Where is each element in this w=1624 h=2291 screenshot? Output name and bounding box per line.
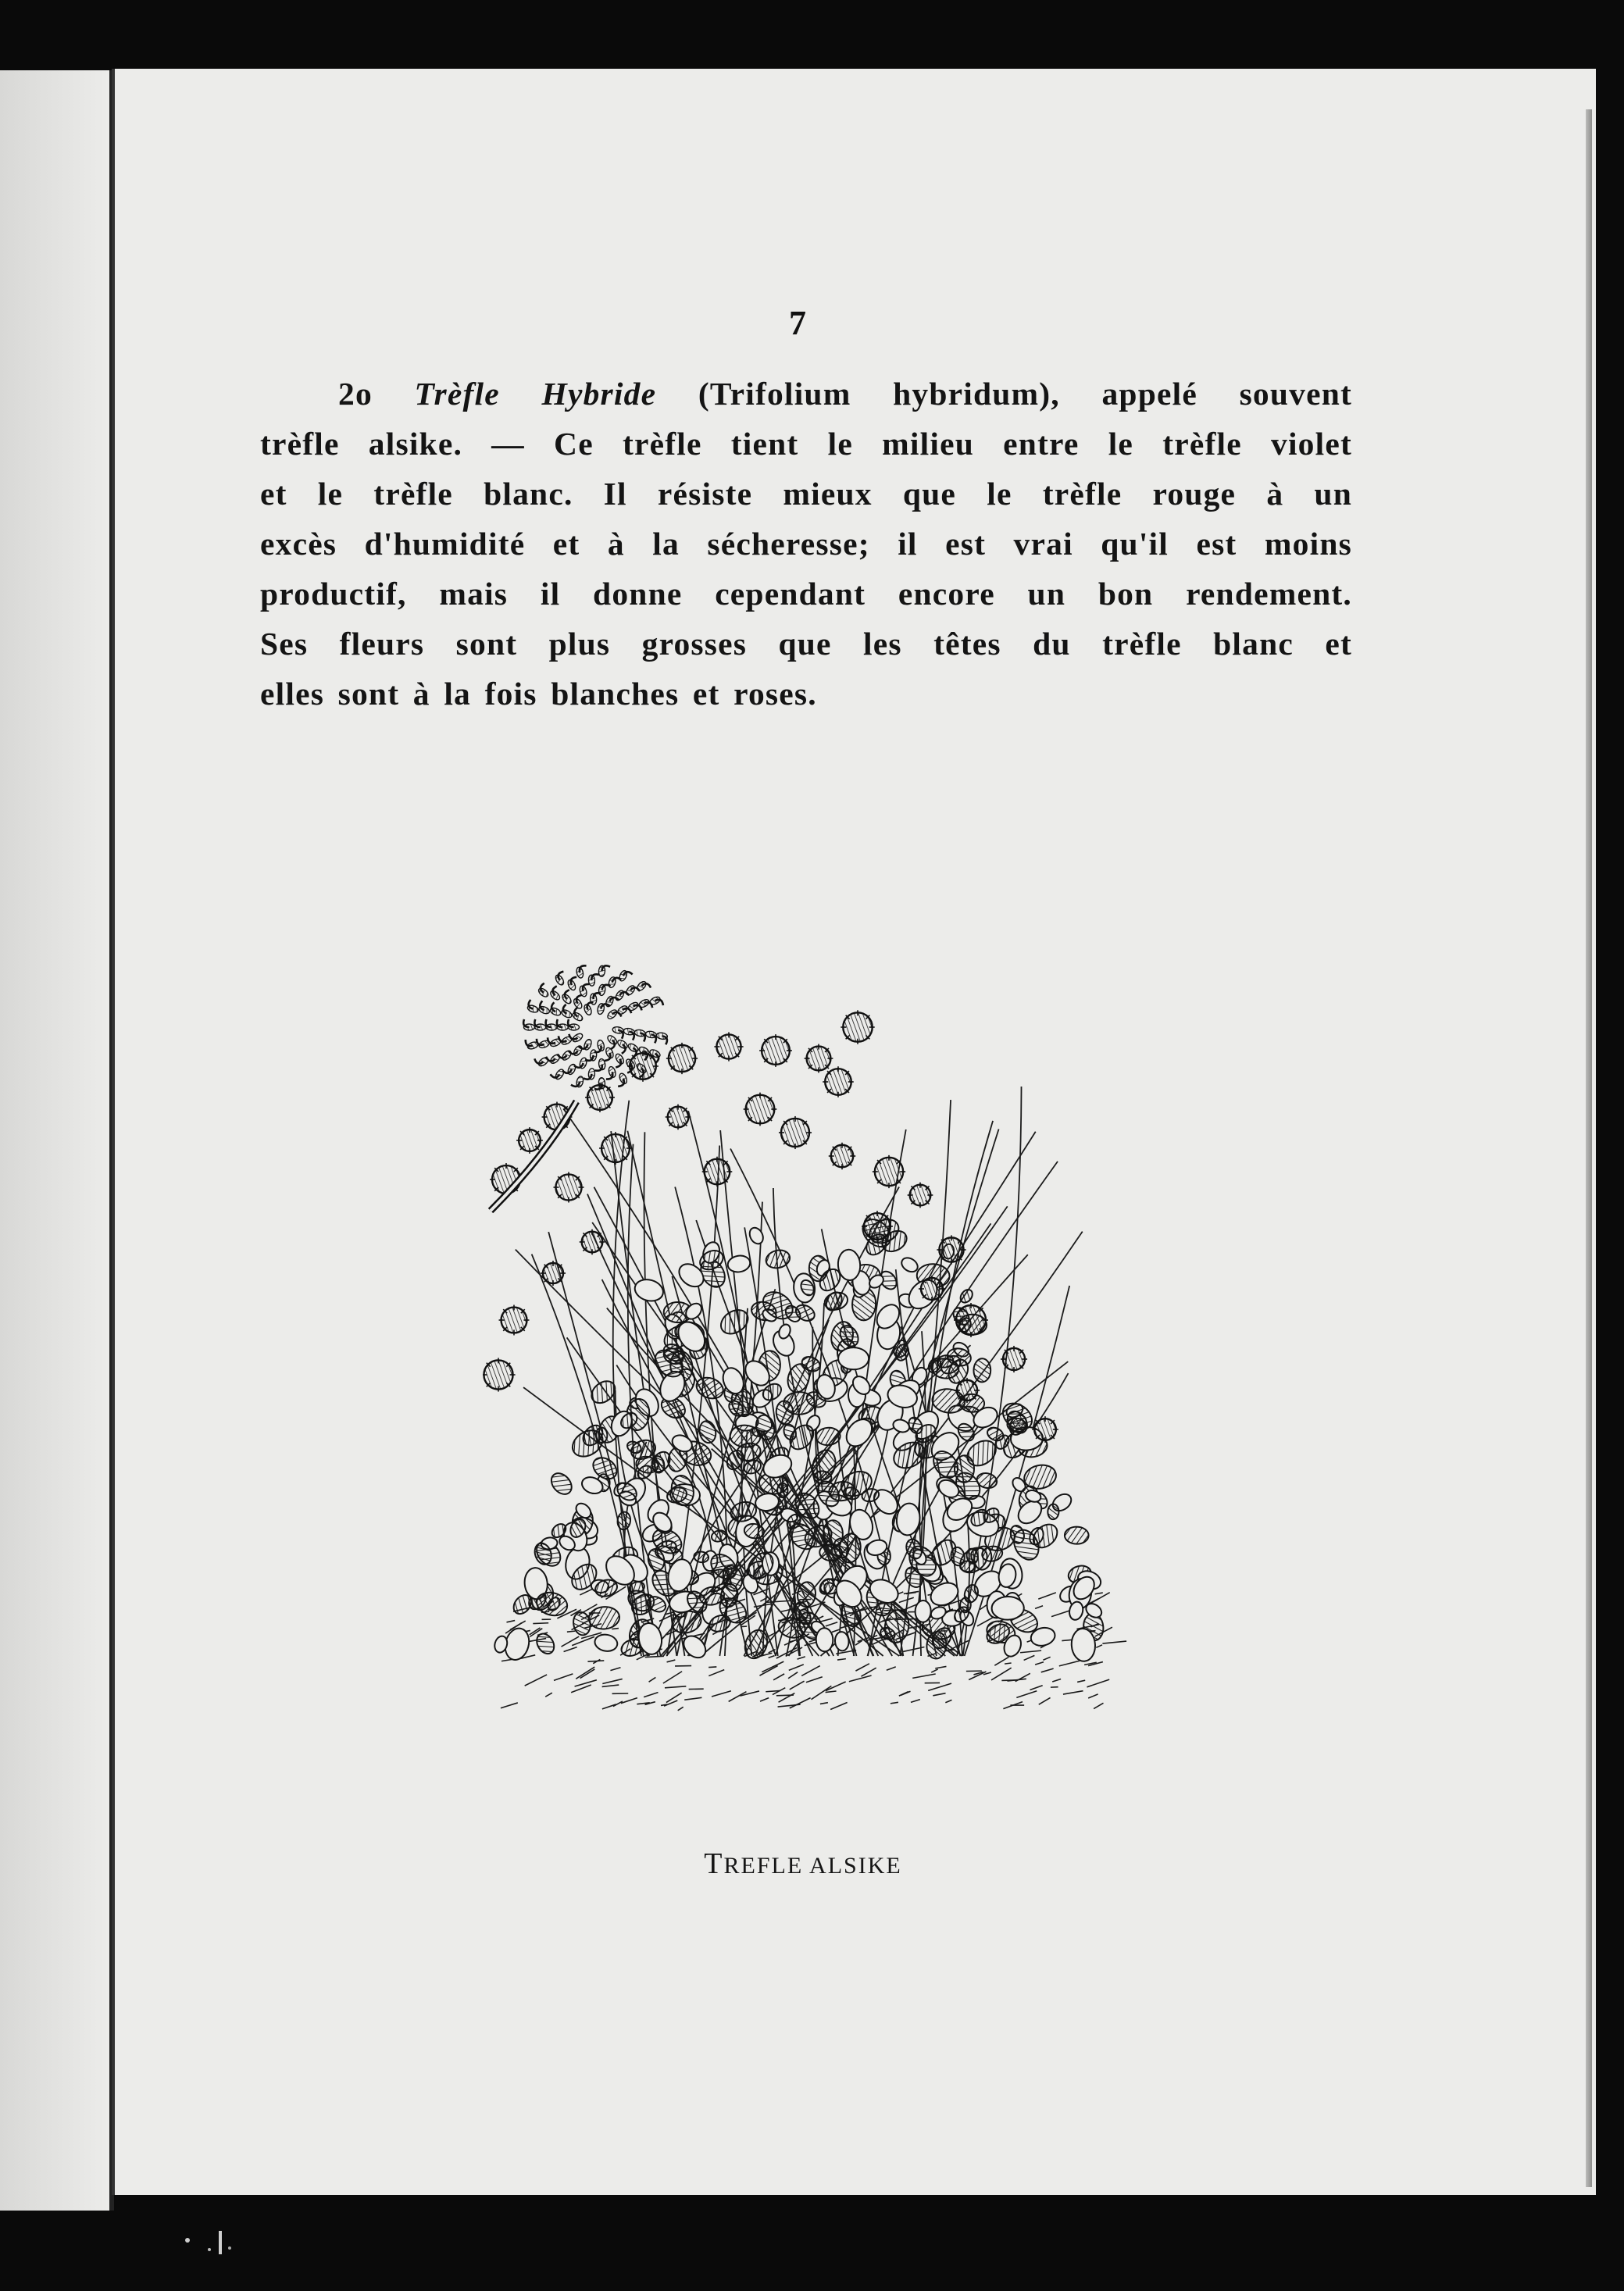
paragraph-line-2: trèfle alsike. — Ce trèfle tient le milieu entre le trèfle violet (260, 426, 1352, 462)
italic-term: Trèfle Hybride (414, 376, 657, 412)
paragraph-line-5: productif, mais il donne cependant encore un bon rendement. (260, 576, 1352, 612)
scan-specks (0, 2226, 312, 2273)
clover-plant-illustration (483, 953, 1131, 1726)
paragraph-line-3: et le trèfle blanc. Il résiste mieux que le trèfle rouge à un (260, 476, 1352, 512)
paragraph-line-4: excès d'humidité et à la sécheresse; il est vrai qu'il est moins (260, 526, 1352, 562)
paragraph-line-1: 2o Trèfle Hybride (Trifolium hybridum), appelé souvent (338, 376, 1353, 412)
section-number: 2o (338, 376, 373, 412)
figure-caption: TREFLE ALSIKE (704, 1847, 902, 1880)
page-number: 7 (789, 304, 806, 342)
paragraph-line-6: Ses fleurs sont plus grosses que les têtes du trèfle blanc et (260, 626, 1352, 662)
facing-page-edge (0, 70, 114, 2211)
body-paragraph (260, 369, 1352, 719)
paragraph-line-7: elles sont à la fois blanches et roses. (260, 676, 817, 712)
page-edge-shadow (1586, 109, 1592, 2187)
